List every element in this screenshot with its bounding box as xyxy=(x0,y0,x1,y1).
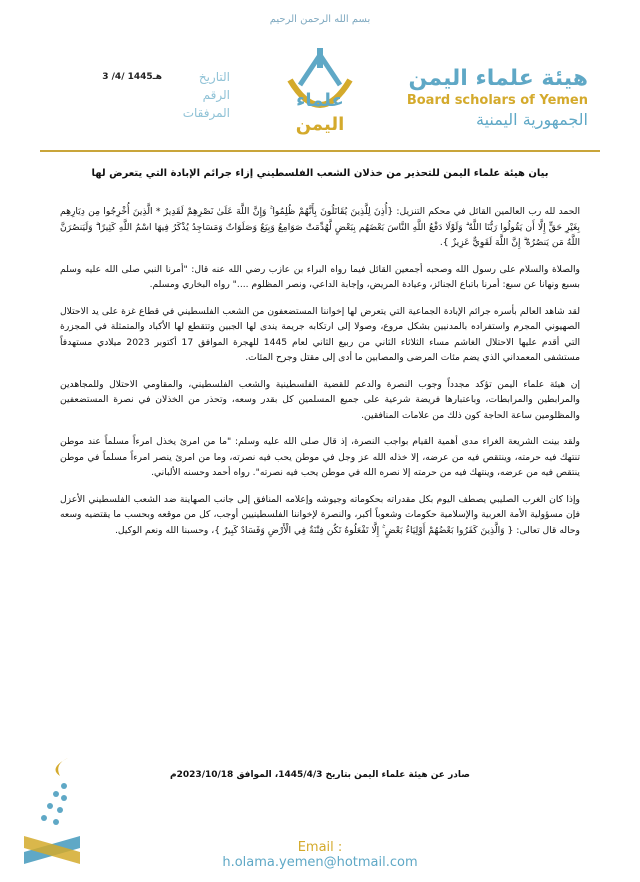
brand-name-english: Board scholars of Yemen xyxy=(406,93,588,108)
email-address[interactable]: h.olama.yemen@hotmail.com xyxy=(222,855,418,870)
basmala: بسم الله الرحمن الرحيم xyxy=(269,14,371,25)
paragraph: ولقد بينت الشريعة الغراء مدى أهمية القيام بواجب النصرة، إذ قال صلى الله عليه وسلم: "ما من امرئ يخذل امرءاً مسلماً عند موطن تنتهك فيه حرمته، وينتقص فيه من عرضه، إلا خذله الله عز وجل في موطن يحب فيه نصرته، وما من امرئ ينصر امرءاً مسلماً في موطن ينتقص فيه من عرضه، وينتهك فيه من حرمته إلا نصره الله في موطن يحب فيه نصرته". رواه أحمد وحسنه الألباني. xyxy=(60,436,580,478)
brand-country: الجمهورية اليمنية xyxy=(475,110,588,129)
corner-logo xyxy=(20,752,90,878)
meta-number xyxy=(60,86,230,104)
header-divider xyxy=(40,150,600,152)
document-meta xyxy=(60,68,230,122)
paragraph: والصلاة والسلام على رسول الله وصحبه أجمعين القائل فيما رواه البراء بن عازب رضي الله عنه قال: "أمرنا النبي صلى الله عليه وسلم بسبع ونهانا عن سبع: أمرنا باتباع الجنائز، وعيادة المريض، وإجابة الداعي، ونصر المظلوم ...." رواه البخاري ومسلم. xyxy=(60,263,580,290)
paragraph: وإذا كان الغرب الصليبي يصطف اليوم بكل مقدراته بحكوماته وجيوشه وإعلامه المنافق إلى جانب الصهاينة ضد الشعب الفلسطيني الأعزل فإن مسؤولية الأمة العربية والإسلامية حكومات وشعوباً أكبر، والنصرة لإخواننا الفلسطينيين أوجب، كل من موقعه وبحسب ما يقتضيه وسعه وحاله قال تعالى: { وَالَّذِينَ كَفَرُوا بَعْضُهُمْ أَوْلِيَاءُ بَعْضٍ ۚ إِلَّا تَفْعَلُوهُ تَكُن فِتْنَةٌ فِي الْأَرْضِ وَفَسَادٌ كَبِيرٌ }، وحسبنا الله ونعم الوكيل. xyxy=(60,493,580,536)
meta-attachments-label: المرفقات xyxy=(182,106,230,120)
statement-body xyxy=(60,204,580,549)
paragraph: لقد شاهد العالم بأسره جرائم الإبادة الجماعية التي يتعرض لها إخواننا المستضعفون من الشعب الفلسطيني في قطاع غزة على يد الاحتلال الصهيوني المجرم واستفراده بالمدنيين بشكل مروع، وصولا إلى ارتكابه جريمة يندى لها الجبين وتتقطع لها الأكباد والمتمثلة في المجزرة التي أقدم عليها الاحتلال الغاشم مساء الثلاثاء الثاني من ربيع الثاني لعام 1445 للهجرة الموافق 17 أكتوبر 2023 ميلادي مستهدفاً مستشفى المعمداني الذي يضم مئات المرضى والمصابين ما أدى إلى مقتل وجرح المئات. xyxy=(60,305,581,363)
meta-date-value: 3 /4/ 1445هـ xyxy=(102,72,162,82)
meta-attachments xyxy=(60,104,230,122)
meta-date-label: التاريخ xyxy=(198,70,230,84)
corner-crescent-icon xyxy=(56,758,69,776)
brand-block xyxy=(378,66,588,131)
meta-number-label: الرقم xyxy=(202,88,230,102)
logo-text-olama: علماء xyxy=(296,90,344,111)
statement-title: بيان هيئة علماء اليمن للتحذير من خذلان الشعب الفلسطيني إزاء جرائم الإبادة التي يتعرض لها xyxy=(91,168,549,179)
brand-name-arabic: هيئة علماء اليمن xyxy=(408,66,588,91)
email-label: Email : xyxy=(297,840,343,855)
center-logo xyxy=(260,40,380,140)
paragraph: الحمد لله رب العالمين القائل في محكم التنزيل: {أُذِنَ لِلَّذِينَ يُقَاتَلُونَ بِأَنَّهُمْ ظُلِمُوا ۚ وَإِنَّ اللَّهَ عَلَىٰ نَصْرِهِمْ لَقَدِيرٌ * الَّذِينَ أُخْرِجُوا مِن دِيَارِهِم بِغَيْرِ حَقٍّ إِلَّا أَن يَقُولُوا رَبُّنَا اللَّهُ ۗ وَلَوْلَا دَفْعُ اللَّهِ النَّاسَ بَعْضَهُم بِبَعْضٍ لَّهُدِّمَتْ صَوَامِعُ وَبِيَعٌ وَصَلَوَاتٌ وَمَسَاجِدُ يُذْكَرُ فِيهَا اسْمُ اللَّهِ كَثِيرًا ۗ وَلَيَنصُرَنَّ اللَّهُ مَن يَنصُرُهُ ۗ إِنَّ اللَّهَ لَقَوِيٌّ عَزِيزٌ }. xyxy=(60,206,580,248)
paragraph: إن هيئة علماء اليمن تؤكد مجدداً وجوب النصرة والدعم للقضية الفلسطينية والشعب الفلسطيني، والمقاومي الاحتلال وللمجاهدين والمرابطين والمرابطات، وباعتبارها فريضة شرعية على جميع المسلمين كل بقدر وسعه، وتحذر من الخذلان في نصرة المستضعفين والمظلومين ساعة الحاجة كون ذلك من علامات المنافقين. xyxy=(60,378,580,421)
meta-date xyxy=(60,68,230,86)
issued-line: صادر عن هيئة علماء اليمن بتاريخ 1445/4/3، الموافق 2023/10/18م xyxy=(170,770,470,780)
logo-text-yemen: اليمن xyxy=(295,114,345,135)
footer-email xyxy=(200,840,440,870)
